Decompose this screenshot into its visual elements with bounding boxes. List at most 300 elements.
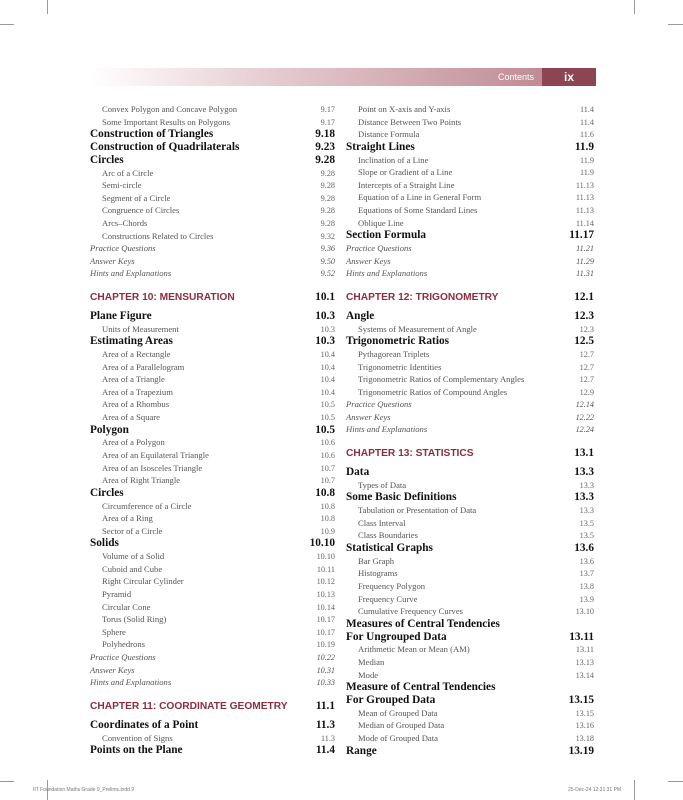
toc-subsection-entry <box>90 732 335 745</box>
toc-subsection-entry <box>90 575 335 588</box>
toc-back-matter-entry <box>346 411 594 424</box>
toc-entry-title: Area of a Polygon <box>102 437 165 448</box>
toc-entry-title: Straight Lines <box>346 140 415 153</box>
toc-subsection-entry <box>346 191 594 204</box>
toc-subsection-entry <box>346 103 594 116</box>
toc-entry-title: Tabulation or Presentation of Data <box>358 505 477 516</box>
toc-page-number: 10.10 <box>309 537 335 550</box>
toc-page-number: 10.6 <box>320 438 335 448</box>
toc-subsection-entry <box>346 643 594 656</box>
crop-mark <box>634 0 635 14</box>
toc-entry-title: Range <box>346 744 377 757</box>
toc-subsection-entry <box>90 386 335 399</box>
crop-mark <box>634 780 635 800</box>
toc-page-number: 13.10 <box>575 607 594 617</box>
toc-page-number: 10.13 <box>316 590 335 599</box>
toc-subsection-entry <box>90 116 335 129</box>
toc-section-entry <box>346 631 594 644</box>
toc-entry-title: Measures of Central Tendencies <box>346 617 500 630</box>
toc-subsection-entry <box>346 605 594 618</box>
toc-page-number: 12.7 <box>579 362 594 372</box>
toc-page-number: 13.6 <box>579 556 594 566</box>
toc-page-number: 13.14 <box>575 670 594 680</box>
toc-entry-title: Area of an Isosceles Triangle <box>102 462 203 473</box>
toc-subsection-entry <box>90 550 335 563</box>
toc-subsection-entry <box>346 373 594 386</box>
toc-page-number: 10.22 <box>316 652 335 662</box>
toc-entry-title: Congruence of Circles <box>102 205 180 216</box>
toc-entry-title: Distance Formula <box>358 129 420 140</box>
toc-entry-title: Distance Between Two Points <box>358 116 462 127</box>
toc-entry-title: CHAPTER 13: STATISTICS <box>346 448 474 460</box>
toc-subsection-entry <box>346 732 594 745</box>
toc-page-number: 12.22 <box>575 412 594 422</box>
toc-entry-title: Area of a Ring <box>102 513 153 524</box>
toc-page-number: 10.4 <box>320 387 335 397</box>
toc-subsection-entry <box>90 323 335 336</box>
toc-entry-title: Area of a Rhombus <box>102 399 170 410</box>
toc-subsection-entry <box>90 588 335 601</box>
toc-page-number: 11.9 <box>579 168 594 178</box>
toc-back-matter-entry <box>90 651 335 664</box>
toc-entry-title: Hints and Explanations <box>90 677 172 688</box>
toc-right-column <box>346 103 594 757</box>
toc-page-number: 13.3 <box>574 466 594 479</box>
toc-page-number: 11.3 <box>320 733 335 743</box>
toc-subsection-entry <box>346 348 594 361</box>
toc-page-number: 9.28 <box>315 153 335 166</box>
toc-subsection-entry <box>90 361 335 374</box>
toc-entry-title: Measure of Central Tendencies <box>346 681 496 694</box>
toc-section-entry <box>90 335 335 348</box>
toc-entry-title: Sphere <box>102 626 126 637</box>
toc-entry-title: Inclination of a Line <box>358 154 429 165</box>
toc-page-number: 13.5 <box>579 531 594 541</box>
toc-section-entry <box>90 128 335 141</box>
toc-entry-title: Practice Questions <box>90 243 156 254</box>
toc-page-number: 10.3 <box>320 324 335 334</box>
toc-subsection-entry <box>346 479 594 492</box>
toc-page-number: 10.12 <box>316 577 335 587</box>
toc-subsection-entry <box>346 580 594 593</box>
toc-subsection-entry <box>346 179 594 192</box>
toc-entry-title: Frequency Curve <box>358 593 418 604</box>
toc-entry-title: Practice Questions <box>346 399 412 410</box>
toc-page-number: 10.1 <box>315 290 335 303</box>
toc-page-number: 12.1 <box>574 290 594 303</box>
toc-entry-title: Cumulative Frequency Curves <box>358 606 464 617</box>
toc-subsection-entry <box>90 525 335 538</box>
toc-entry-title: Median of Grouped Data <box>358 720 445 731</box>
toc-entry-title: Equation of a Line in General Form <box>358 192 482 203</box>
toc-subsection-entry <box>346 128 594 141</box>
toc-page-number: 13.11 <box>569 630 594 643</box>
toc-page-number: 13.3 <box>579 506 594 516</box>
toc-page-number: 12.3 <box>574 309 594 322</box>
toc-section-entry <box>346 681 594 694</box>
toc-subsection-entry <box>90 192 335 205</box>
toc-entry-title: Practice Questions <box>90 651 156 662</box>
toc-page-number: 11.21 <box>576 243 594 253</box>
toc-section-entry <box>346 335 594 348</box>
toc-section-entry <box>346 310 594 323</box>
toc-entry-title: Class Interval <box>358 517 406 528</box>
toc-subsection-entry <box>346 669 594 682</box>
toc-page-number: 10.8 <box>315 486 335 499</box>
toc-back-matter-entry <box>346 242 594 255</box>
crop-mark <box>0 781 14 782</box>
toc-entry-title: Trigonometric Ratios of Complementary Angles <box>358 374 525 385</box>
toc-entry-title: For Grouped Data <box>346 693 436 706</box>
toc-entry-title: Trigonometric Ratios <box>346 335 450 348</box>
toc-entry-title: Answer Keys <box>90 664 135 675</box>
toc-subsection-entry <box>90 601 335 614</box>
toc-entry-title: Hints and Explanations <box>90 268 172 279</box>
crop-mark <box>668 781 683 782</box>
toc-entry-title: Slope or Gradient of a Line <box>358 167 453 178</box>
toc-section-entry <box>90 154 335 167</box>
toc-subsection-entry <box>346 217 594 230</box>
toc-entry-title: Answer Keys <box>90 255 135 266</box>
toc-page-number: 11.4 <box>579 105 594 114</box>
toc-page-number: 13.6 <box>574 542 594 555</box>
toc-entry-title: Units of Measurement <box>102 323 179 334</box>
toc-page-number: 10.8 <box>320 501 335 511</box>
toc-page-number: 10.3 <box>315 309 335 322</box>
toc-entry-title: Area of a Parallelogram <box>102 361 185 372</box>
toc-entry-title: Circles <box>90 153 124 166</box>
toc-entry-title: Bar Graph <box>358 555 395 566</box>
footer-timestamp: 25-Dec-24 12:31:31 PM <box>568 787 622 793</box>
toc-subsection-entry <box>346 116 594 129</box>
toc-entry-title: Section Formula <box>346 229 427 242</box>
toc-section-entry <box>90 424 335 437</box>
toc-subsection-entry <box>346 555 594 568</box>
toc-entry-title: Area of a Rectangle <box>102 349 171 360</box>
toc-page-number: 9.36 <box>320 244 335 254</box>
toc-section-entry <box>346 466 594 479</box>
toc-subsection-entry <box>90 398 335 411</box>
toc-entry-title: Pythagorean Triplets <box>358 348 430 359</box>
toc-subsection-entry <box>346 567 594 580</box>
toc-back-matter-entry <box>90 664 335 677</box>
toc-subsection-entry <box>90 436 335 449</box>
toc-entry-title: Practice Questions <box>346 242 412 253</box>
toc-page-number: 11.17 <box>569 229 594 242</box>
toc-page-number: 13.9 <box>579 594 594 604</box>
contents-header-bar <box>90 68 596 86</box>
toc-subsection-entry <box>346 204 594 217</box>
page-number-badge: ix <box>542 68 596 86</box>
toc-page-number: 10.4 <box>320 375 335 385</box>
toc-subsection-entry <box>346 504 594 517</box>
toc-entry-title: Answer Keys <box>346 255 391 266</box>
toc-left-column <box>90 103 335 757</box>
toc-page-number: 13.3 <box>579 480 594 490</box>
toc-section-entry <box>90 537 335 550</box>
toc-entry-title: Median <box>358 656 385 667</box>
toc-entry-title: Statistical Graphs <box>346 542 433 555</box>
toc-entry-title: Torus (Solid Ring) <box>102 614 167 625</box>
toc-page-number: 10.17 <box>316 615 335 625</box>
toc-page-number: 9.28 <box>320 193 335 203</box>
toc-entry-title: CHAPTER 10: MENSURATION <box>90 291 235 303</box>
toc-entry-title: Trigonometric Ratios of Compound Angles <box>358 386 508 397</box>
toc-page-number: 11.31 <box>576 269 594 279</box>
toc-back-matter-entry <box>346 267 594 280</box>
toc-chapter-heading <box>346 290 594 305</box>
toc-entry-title: Constructions Related to Circles <box>102 230 214 241</box>
toc-page-number: 10.19 <box>316 640 335 650</box>
toc-back-matter-entry <box>90 676 335 689</box>
toc-page-number: 13.11 <box>575 645 594 655</box>
toc-page-number: 12.5 <box>574 335 594 348</box>
crop-mark <box>47 0 48 14</box>
toc-page-number: 10.17 <box>316 627 335 637</box>
toc-entry-title: Trigonometric Identities <box>358 361 442 372</box>
toc-page-number: 10.5 <box>320 413 335 423</box>
toc-entry-title: Semi-circle <box>102 180 142 191</box>
toc-entry-title: Convention of Signs <box>102 732 173 743</box>
toc-subsection-entry <box>90 500 335 513</box>
toc-page-number: 12.14 <box>575 400 594 410</box>
toc-chapter-heading <box>90 290 335 305</box>
toc-page-number: 12.3 <box>579 324 594 334</box>
toc-page-number: 13.19 <box>568 744 594 757</box>
toc-page-number: 10.9 <box>320 526 335 536</box>
toc-subsection-entry <box>346 656 594 669</box>
toc-page-number: 11.29 <box>576 256 594 266</box>
toc-page-number: 13.15 <box>568 693 594 706</box>
footer-file-info: IIT Foundation Maths Grade 9_Prelims.indd 9 <box>33 787 135 793</box>
toc-subsection-entry <box>90 512 335 525</box>
toc-page-number: 9.28 <box>320 206 335 216</box>
toc-page-number: 10.7 <box>320 476 335 486</box>
toc-page-number: 10.8 <box>320 514 335 524</box>
toc-section-entry <box>346 491 594 504</box>
toc-subsection-entry <box>90 474 335 487</box>
toc-entry-title: Hints and Explanations <box>346 424 428 435</box>
toc-entry-title: Convex Polygon and Concave Polygon <box>102 104 238 114</box>
toc-page-number: 11.13 <box>575 205 594 215</box>
toc-entry-title: Class Boundaries <box>358 530 418 541</box>
toc-page-number: 9.28 <box>320 168 335 178</box>
toc-page-number: 10.4 <box>320 362 335 372</box>
toc-entry-title: Area of an Equilateral Triangle <box>102 450 209 461</box>
toc-page-number: 10.11 <box>316 564 335 574</box>
toc-section-entry <box>90 719 335 732</box>
toc-section-entry <box>346 542 594 555</box>
toc-entry-title: Arcs–Chords <box>102 217 148 228</box>
toc-section-entry <box>346 618 594 631</box>
toc-page-number: 11.4 <box>579 117 594 127</box>
toc-section-entry <box>346 141 594 154</box>
toc-subsection-entry <box>90 462 335 475</box>
toc-entry-title: Area of a Triangle <box>102 374 165 385</box>
toc-entry-title: Construction of Triangles <box>90 128 214 141</box>
toc-section-entry <box>90 744 335 757</box>
toc-entry-title: Arithmetic Mean or Mean (AM) <box>358 644 470 655</box>
toc-section-entry <box>346 694 594 707</box>
toc-subsection-entry <box>90 348 335 361</box>
toc-subsection-entry <box>90 563 335 576</box>
toc-entry-title: Points on the Plane <box>90 744 183 757</box>
toc-page-number: 11.14 <box>575 218 594 228</box>
toc-entry-title: Angle <box>346 309 375 322</box>
toc-page-number: 12.7 <box>579 375 594 385</box>
toc-page-number: 12.24 <box>575 425 594 435</box>
toc-page-number: 9.18 <box>315 128 335 141</box>
toc-page-number: 9.17 <box>320 117 335 127</box>
toc-page-number: 13.18 <box>575 733 594 743</box>
toc-subsection-entry <box>90 373 335 386</box>
toc-entry-title: Mode of Grouped Data <box>358 732 438 743</box>
toc-subsection-entry <box>90 167 335 180</box>
toc-page-number: 10.5 <box>315 423 335 436</box>
toc-page-number: 11.6 <box>579 130 594 140</box>
toc-entry-title: Segment of a Circle <box>102 192 171 203</box>
toc-entry-title: Mode <box>358 669 379 680</box>
toc-page-number: 11.1 <box>315 699 335 712</box>
toc-page-number: 11.9 <box>574 140 594 153</box>
toc-subsection-entry <box>346 386 594 399</box>
toc-subsection-entry <box>90 204 335 217</box>
toc-page-number: 10.3 <box>315 335 335 348</box>
toc-chapter-heading <box>346 446 594 461</box>
toc-subsection-entry <box>346 323 594 336</box>
toc-subsection-entry <box>346 517 594 530</box>
toc-section-entry <box>346 745 594 758</box>
toc-entry-title: Pyramid <box>102 589 132 599</box>
toc-back-matter-entry <box>90 242 335 255</box>
toc-section-entry <box>90 141 335 154</box>
toc-entry-title: Area of a Square <box>102 412 160 423</box>
toc-entry-title: Plane Figure <box>90 309 152 322</box>
toc-back-matter-entry <box>346 423 594 436</box>
toc-entry-title: Arc of a Circle <box>102 167 154 178</box>
toc-page-number: 11.4 <box>315 744 335 757</box>
toc-page-number: 10.10 <box>316 552 335 562</box>
toc-page-number: 13.5 <box>579 518 594 528</box>
toc-page-number: 10.14 <box>316 602 335 612</box>
toc-page-number: 10.6 <box>320 451 335 461</box>
toc-entry-title: Some Important Results on Polygons <box>102 116 230 127</box>
toc-page-number: 10.5 <box>320 400 335 410</box>
toc-entry-title: Solids <box>90 537 119 550</box>
toc-entry-title: For Ungrouped Data <box>346 630 447 643</box>
toc-page-number: 9.50 <box>320 256 335 266</box>
toc-entry-title: Coordinates of a Point <box>90 718 199 731</box>
toc-page-number: 11.3 <box>315 718 335 731</box>
toc-entry-title: CHAPTER 11: COORDINATE GEOMETRY <box>90 700 288 712</box>
toc-page-number: 13.3 <box>574 491 594 504</box>
toc-entry-title: CHAPTER 12: TRIGONOMETRY <box>346 291 499 303</box>
crop-mark <box>0 24 14 25</box>
toc-entry-title: Systems of Measurement of Angle <box>358 323 477 334</box>
toc-entry-title: Data <box>346 466 370 479</box>
toc-page-number: 10.4 <box>320 350 335 360</box>
toc-page-number: 13.16 <box>575 721 594 731</box>
toc-subsection-entry <box>346 154 594 167</box>
toc-subsection-entry <box>90 449 335 462</box>
toc-entry-title: Polygon <box>90 423 129 436</box>
toc-entry-title: Oblique Line <box>358 217 404 228</box>
toc-page-number: 10.33 <box>316 678 335 688</box>
toc-page-number: 12.9 <box>579 387 594 397</box>
toc-page-number: 13.13 <box>575 657 594 667</box>
toc-entry-title: Polyhedrons <box>102 639 145 650</box>
toc-subsection-entry <box>346 361 594 374</box>
toc-subsection-entry <box>90 613 335 626</box>
toc-page-number: 9.23 <box>315 140 335 153</box>
toc-entry-title: Circumference of a Circle <box>102 500 192 511</box>
toc-page-number: 10.7 <box>320 463 335 473</box>
toc-entry-title: Volume of a Solid <box>102 551 165 562</box>
toc-subsection-entry <box>346 593 594 606</box>
toc-chapter-heading <box>90 699 335 714</box>
toc-subsection-entry <box>90 411 335 424</box>
toc-subsection-entry <box>90 179 335 192</box>
toc-page-number: 11.9 <box>579 155 594 165</box>
toc-entry-title: Answer Keys <box>346 411 391 422</box>
toc-page-number: 9.28 <box>320 218 335 228</box>
toc-page-number: 13.8 <box>579 582 594 592</box>
toc-subsection-entry <box>90 103 335 116</box>
toc-page-number: 13.15 <box>575 708 594 718</box>
toc-entry-title: Hints and Explanations <box>346 268 428 279</box>
toc-subsection-entry <box>346 529 594 542</box>
toc-entry-title: Circular Cone <box>102 601 151 612</box>
toc-subsection-entry <box>346 719 594 732</box>
toc-subsection-entry <box>90 638 335 651</box>
toc-page-number: 13.1 <box>574 447 594 460</box>
toc-entry-title: Right Circular Cylinder <box>102 576 184 587</box>
toc-section-entry <box>346 229 594 242</box>
toc-page-number: 9.17 <box>320 105 335 114</box>
toc-page-number: 9.28 <box>320 181 335 191</box>
toc-page-number: 9.32 <box>320 231 335 241</box>
toc-back-matter-entry <box>346 398 594 411</box>
toc-subsection-entry <box>90 230 335 243</box>
toc-page-number: 11.13 <box>575 180 594 190</box>
toc-entry-title: Circles <box>90 486 124 499</box>
toc-page-number: 12.7 <box>579 349 594 359</box>
toc-back-matter-entry <box>90 255 335 268</box>
toc-entry-title: Estimating Areas <box>90 335 173 348</box>
toc-section-entry <box>90 487 335 500</box>
toc-entry-title: Area of a Trapezium <box>102 386 173 397</box>
contents-header-label: Contents <box>497 72 534 82</box>
toc-entry-title: Cuboid and Cube <box>102 563 163 574</box>
crop-mark <box>668 24 683 25</box>
toc-page-number: 10.31 <box>316 665 335 675</box>
toc-subsection-entry <box>90 626 335 639</box>
toc-entry-title: Equations of Some Standard Lines <box>358 204 478 215</box>
toc-entry-title: Mean of Grouped Data <box>358 707 438 718</box>
toc-entry-title: Types of Data <box>358 479 407 490</box>
toc-section-entry <box>90 310 335 323</box>
toc-entry-title: Point on X-axis and Y-axis <box>358 104 451 114</box>
toc-subsection-entry <box>346 707 594 720</box>
toc-entry-title: Sector of a Circle <box>102 525 163 536</box>
toc-entry-title: Histograms <box>358 568 398 579</box>
toc-page-number: 9.52 <box>320 269 335 279</box>
toc-page-number: 11.13 <box>575 193 594 203</box>
toc-entry-title: Some Basic Definitions <box>346 491 457 504</box>
toc-subsection-entry <box>346 166 594 179</box>
toc-page-number: 13.7 <box>579 569 594 579</box>
toc-entry-title: Construction of Quadrilaterals <box>90 140 240 153</box>
